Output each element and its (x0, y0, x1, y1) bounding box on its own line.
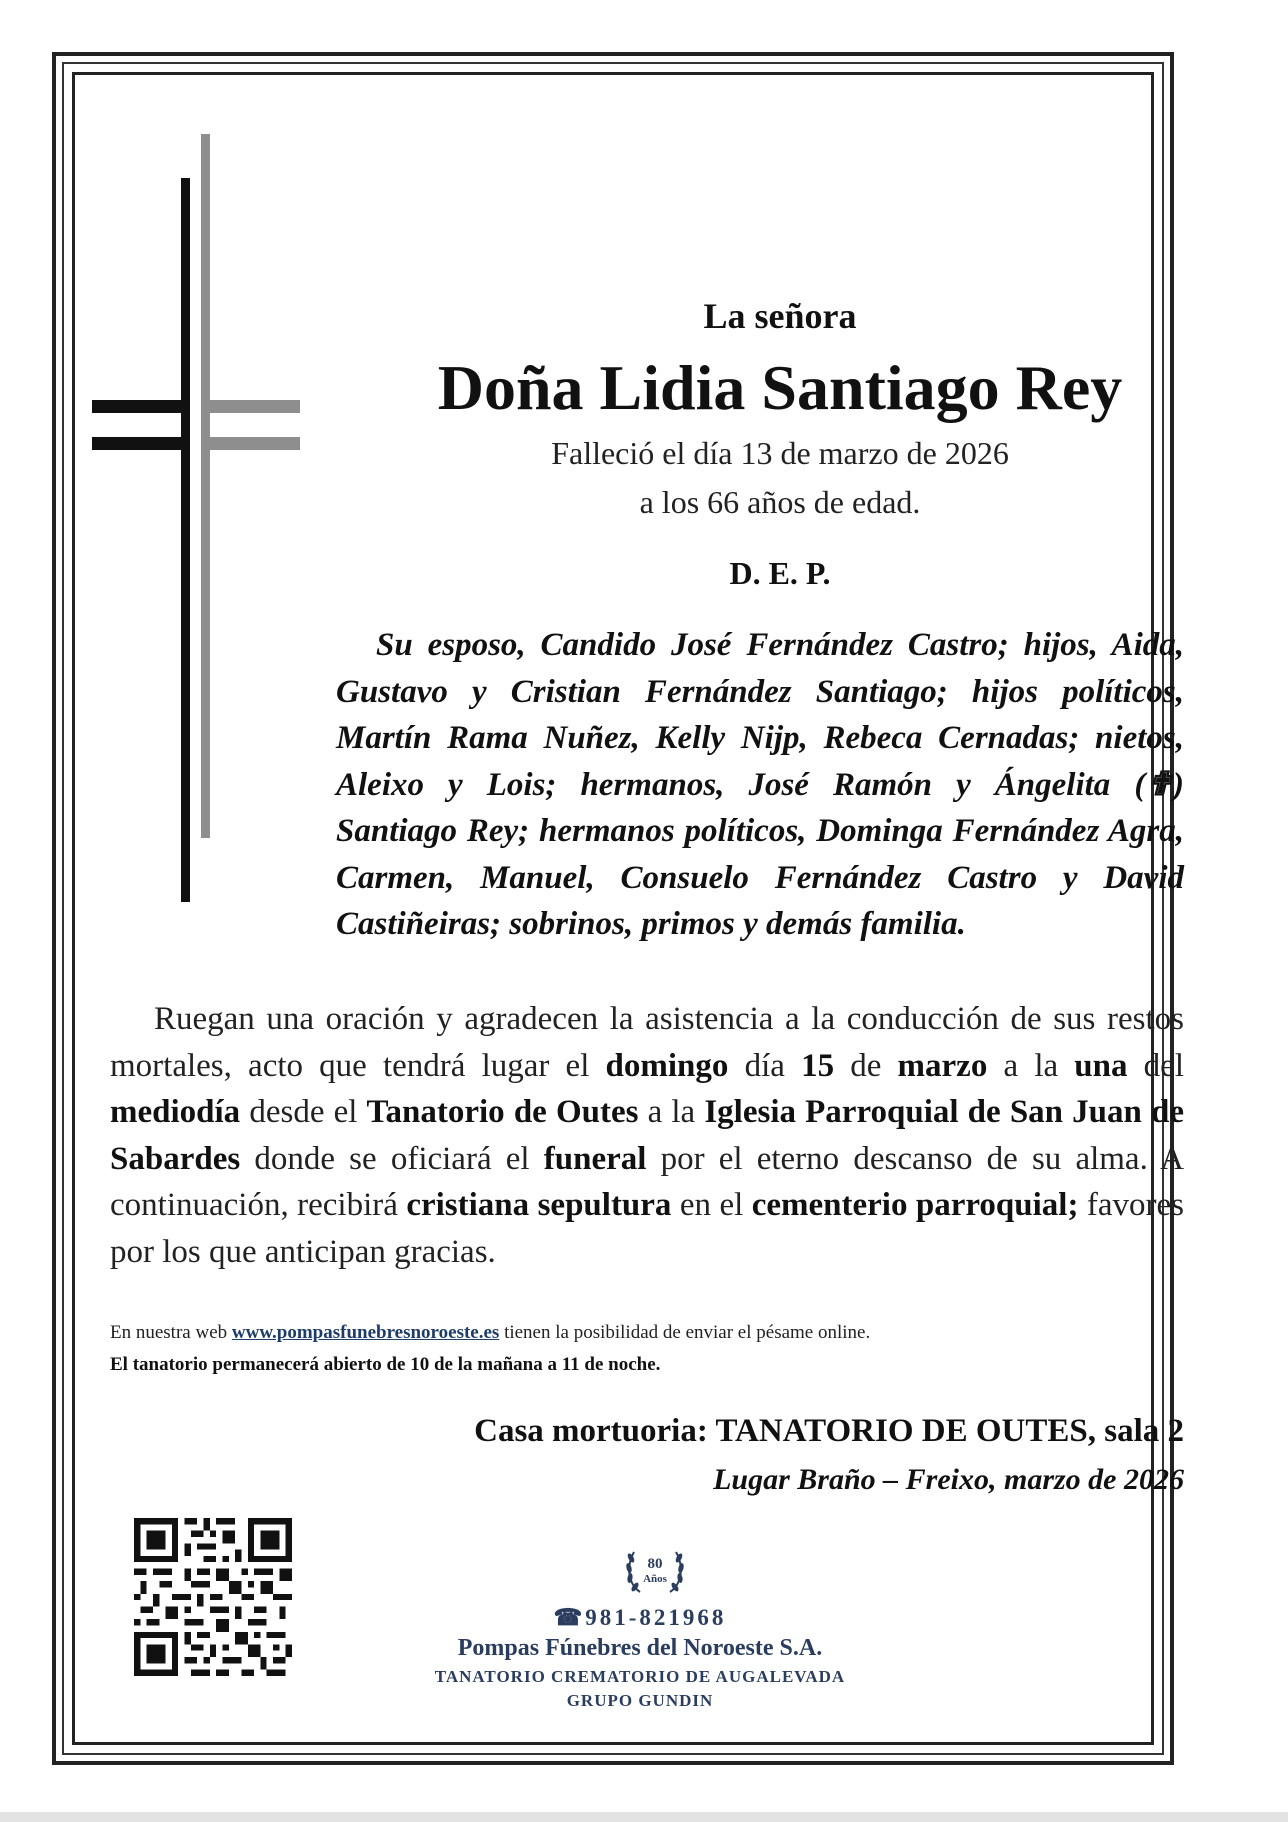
family-text-1: Su esposo, Candido José Fernández Castro; hijos, Aida, Gustavo y Cristian Fernández Santiago; hijos políticos, Martín Rama Nuñez, Kelly Nijp, Rebeca Cernadas; nietos, Aleixo y Lois; hermanos, José Ramón y Ángelita ( (336, 627, 1184, 803)
phone-number: 981-821968 (585, 1605, 727, 1630)
laurel-icon (622, 1542, 688, 1602)
cross-grey-arm-upper (201, 400, 300, 413)
ceremony-text: en el (671, 1187, 752, 1223)
badge-number: 80 (647, 1556, 663, 1572)
ceremony-text: del (1127, 1047, 1184, 1084)
age-line: a los 66 años de edad. (639, 484, 921, 520)
ceremony-bold: mediodía (110, 1094, 241, 1130)
anniversary-badge-icon (622, 1542, 688, 1602)
casa-mortuoria: Casa mortuoria: TANATORIO DE OUTES, sala 2 (474, 1413, 1184, 1449)
deceased-cross-icon: ✟ (1145, 766, 1173, 803)
cross-black-arm-lower (92, 437, 190, 450)
ceremony-text: desde el (240, 1094, 367, 1130)
ceremony-text: donde se oficiará el (240, 1140, 544, 1177)
badge-word: Años (643, 1573, 667, 1585)
cross-black-vertical (181, 178, 190, 902)
company-name: Pompas Fúnebres del Noroeste S.A. (457, 1635, 823, 1661)
ceremony-bold: una (1074, 1047, 1128, 1084)
cross-black-arm-upper (92, 400, 190, 413)
ceremony-text: Ruegan una oración y agradecen la asistencia a la conducción de sus restos mortales, acto que tendrá lugar el (110, 1001, 1184, 1084)
opening-hours: El tanatorio permanecerá abierto de 10 de la mañana a 11 de noche. (110, 1354, 661, 1375)
qr-code-icon (134, 1518, 292, 1676)
company-phone (380, 1604, 900, 1632)
intro-title: La señora (703, 296, 857, 336)
place-date: Lugar Braño – Freixo, marzo de 2026 (713, 1463, 1184, 1496)
company-group: GRUPO GUNDIN (566, 1691, 714, 1710)
web-suffix: tienen la posibilidad de enviar el pésame online. (499, 1322, 871, 1343)
web-notice (110, 1320, 1184, 1346)
family-text-2: ) Santiago Rey; hermanos políticos, Dominga Fernández Agra, Carmen, Manuel, Consuelo Fernández Castro y David Castiñeiras; sobrinos, primos y demás familia. (336, 766, 1184, 942)
web-prefix: En nuestra web (110, 1322, 232, 1343)
company-tanatorio: TANATORIO CREMATORIO DE AUGALEVADA (434, 1667, 846, 1686)
phone-icon: ☎ (553, 1605, 586, 1630)
dep-line: D. E. P. (729, 555, 831, 591)
ceremony-bold: cementerio parroquial; (751, 1187, 1079, 1223)
cross-grey-arm-lower (201, 437, 300, 450)
ceremony-bold: Tanatorio de Outes (366, 1094, 639, 1130)
ceremony-bold: cristiana sepultura (406, 1187, 672, 1223)
ceremony-bold: domingo (605, 1047, 729, 1084)
cross-grey-vertical (201, 134, 210, 838)
ceremony-bold: Iglesia Parroquial de San Juan de Sabardes (110, 1094, 1185, 1177)
ceremony-text: día (728, 1047, 802, 1084)
ceremony-bold: 15 (801, 1047, 835, 1084)
ceremony-text: de (834, 1047, 898, 1084)
website-link[interactable]: www.pompasfunebresnoroeste.es (231, 1322, 500, 1343)
ceremony-bold: marzo (897, 1047, 988, 1084)
family-paragraph (336, 622, 1184, 948)
ceremony-text: por el eterno descanso de su alma. A continuación, recibirá (110, 1140, 1185, 1223)
ceremony-text: a la (638, 1094, 705, 1130)
bottom-strip (0, 1812, 1288, 1822)
death-date: Falleció el día 13 de marzo de 2026 (551, 435, 1009, 471)
ceremony-text: a la (987, 1047, 1075, 1084)
ceremony-paragraph (110, 996, 1184, 1275)
ceremony-text: favores por los que anticipan gracias. (110, 1187, 1184, 1270)
deceased-name: Doña Lidia Santiago Rey (437, 352, 1123, 423)
ceremony-bold: funeral (543, 1140, 647, 1177)
